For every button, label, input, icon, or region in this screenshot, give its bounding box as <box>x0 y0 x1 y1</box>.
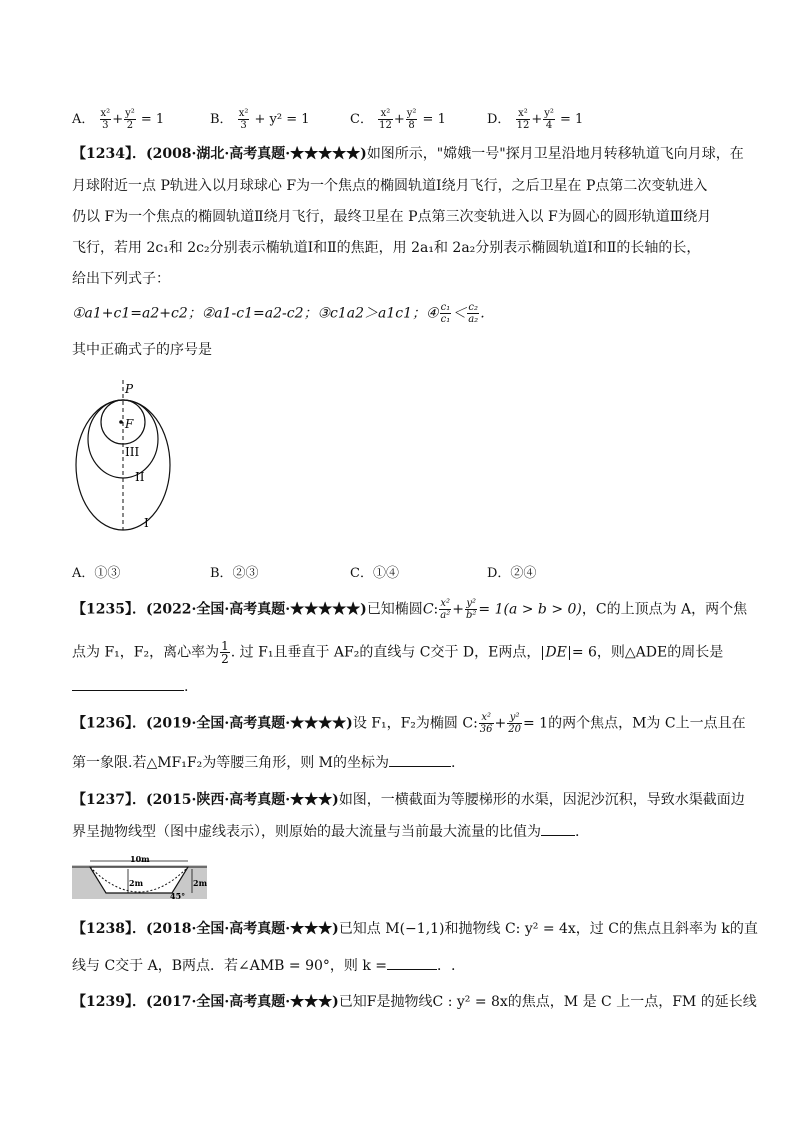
q1239-tag: 【1239】．(2017·全国·高考真题·★★★) <box>72 994 339 1010</box>
q1235-line3: . <box>72 676 188 697</box>
q1236-line1: 【1236】．(2019·全国·高考真题·★★★★)设 F₁，F₂为椭圆 C: $\frac{\text{x²}}{36}$ + $\frac{\text{y²}}{20}$ = 1的两个焦点，M为 C上一点且在 <box>72 712 746 735</box>
q1238-tag: 【1238】．(2018·全国·高考真题·★★★) <box>72 921 339 937</box>
choice-b-1234[interactable]: B．②③ <box>210 566 259 581</box>
q1234-line1: 【1234】．(2008·湖北·高考真题·★★★★★)如图所示，"嫦娥一号"探月卫星沿地月转移轨道飞向月球，在 <box>72 146 744 162</box>
choice-d-1234[interactable]: D．②④ <box>487 566 537 581</box>
answer-blank-1238[interactable] <box>387 955 437 970</box>
answer-blank-1237[interactable] <box>541 821 575 836</box>
label-iii: III <box>125 445 140 459</box>
label-10m: 10m <box>130 854 150 864</box>
q1234-line4: 飞行，若用 2c₁和 2c₂分别表示椭轨道Ⅰ和Ⅱ的焦距，用 2a₁和 2a₂分别表示椭圆轨道Ⅰ和Ⅱ的长轴的长， <box>72 240 701 256</box>
answer-blank-1236[interactable] <box>389 752 451 767</box>
q1234-line2: 月球附近一点 P轨进入以月球球心 F为一个焦点的椭圆轨道Ⅰ绕月飞行，之后卫星在 P点第二次变轨进入 <box>72 178 708 194</box>
choice-c-1234[interactable]: C．①④ <box>350 566 399 581</box>
label-2m-inner: 2m <box>129 878 144 888</box>
label-i: I <box>144 516 149 530</box>
q1234-line5: 给出下列式子： <box>72 271 170 287</box>
label-ii: II <box>135 470 145 484</box>
label-p: P <box>125 382 134 396</box>
choice-a-1234[interactable]: A．①③ <box>72 566 121 581</box>
q1235-line1: 【1235】．(2022·全国·高考真题·★★★★★)已知椭圆C: $\frac{\text{x²}}{\text{a²}}$ + $\frac{\text{y²}}{\text{b²}}$ = 1(a > b > 0)，C的上顶点为 A，两个焦 <box>72 598 748 621</box>
q1237-line2: 界呈抛物线型（图中虚线表示），则原始的最大流量与当前最大流量的比值为 . <box>72 821 579 842</box>
label-2m-side: 2m <box>193 878 208 888</box>
q1234-line3: 仍以 F为一个焦点的椭圆轨道Ⅱ绕月飞行，最终卫星在 P点第三次变轨进入以 F为圆心的圆形轨道Ⅲ绕月 <box>72 209 712 225</box>
q1235-line2: 点为 F₁，F₂，离心率为 $\frac{1}{2}$ . 过 F₁且垂直于 AF₂的直线与 C交于 D，E两点， DE = 6，则△ADE的周长是 <box>72 639 724 666</box>
label-f: F <box>125 417 134 431</box>
choice-c-1233[interactable]: C． $\frac{\text{x²}}{12}$ + $\frac{\text{y²}}{8}$ = 1 <box>350 108 446 131</box>
q1234-tag: 【1234】．(2008·湖北·高考真题·★★★★★) <box>72 146 367 162</box>
focus-point <box>119 420 123 424</box>
choice-a-1233[interactable]: A． $\frac{\text{x²}}{3}$ + $\frac{\text{y²}}{2}$ = 1 <box>72 108 165 131</box>
q1234-prompt: 其中正确式子的序号是 <box>72 342 212 358</box>
orbit-figure <box>70 378 180 533</box>
q1237-tag: 【1237】．(2015·陕西·高考真题·★★★) <box>72 792 339 808</box>
choice-d-1233[interactable]: D． $\frac{\text{x²}}{12}$ + $\frac{\text{y²}}{4}$ = 1 <box>487 108 584 131</box>
label-45deg: 45° <box>170 891 186 901</box>
q1234-formulas: ①a1+c1=a2+c2；②a1-c1=a2-c2；③c1a2＞a1c1；④ $\frac{\text{c₁}}{\text{c₁}}$ ＜ $\frac{\text{c₂}}{\text{a₂}}$ . <box>72 302 485 325</box>
canal-figure <box>72 853 212 903</box>
q1238-line1: 【1238】．(2018·全国·高考真题·★★★)已知点 M(−1,1)和抛物线 C: y² = 4x，过 C的焦点且斜率为 k的直 <box>72 921 758 937</box>
answer-blank-1235[interactable] <box>72 676 184 691</box>
q1237-line1: 【1237】．(2015·陕西·高考真题·★★★)如图，一横截面为等腰梯形的水渠，因泥沙沉积，导致水渠截面边 <box>72 792 745 808</box>
q1239-line1: 【1239】．(2017·全国·高考真题·★★★)已知F是抛物线C : y² = 8x的焦点，M 是 C 上一点，FM 的延长线 <box>72 994 757 1010</box>
q1236-tag: 【1236】．(2019·全国·高考真题·★★★★) <box>72 715 353 732</box>
choice-b-1233[interactable]: B． $\frac{\text{x²}}{3}$ + y² = 1 <box>210 108 310 131</box>
q1236-line2: 第一象限.若△MF₁F₂为等腰三角形，则 M的坐标为 . <box>72 752 455 773</box>
q1235-tag: 【1235】．(2022·全国·高考真题·★★★★★) <box>72 601 367 618</box>
q1238-line2: 线与 C交于 A，B两点．若∠AMB = 90°，则 k = ．. <box>72 955 456 976</box>
